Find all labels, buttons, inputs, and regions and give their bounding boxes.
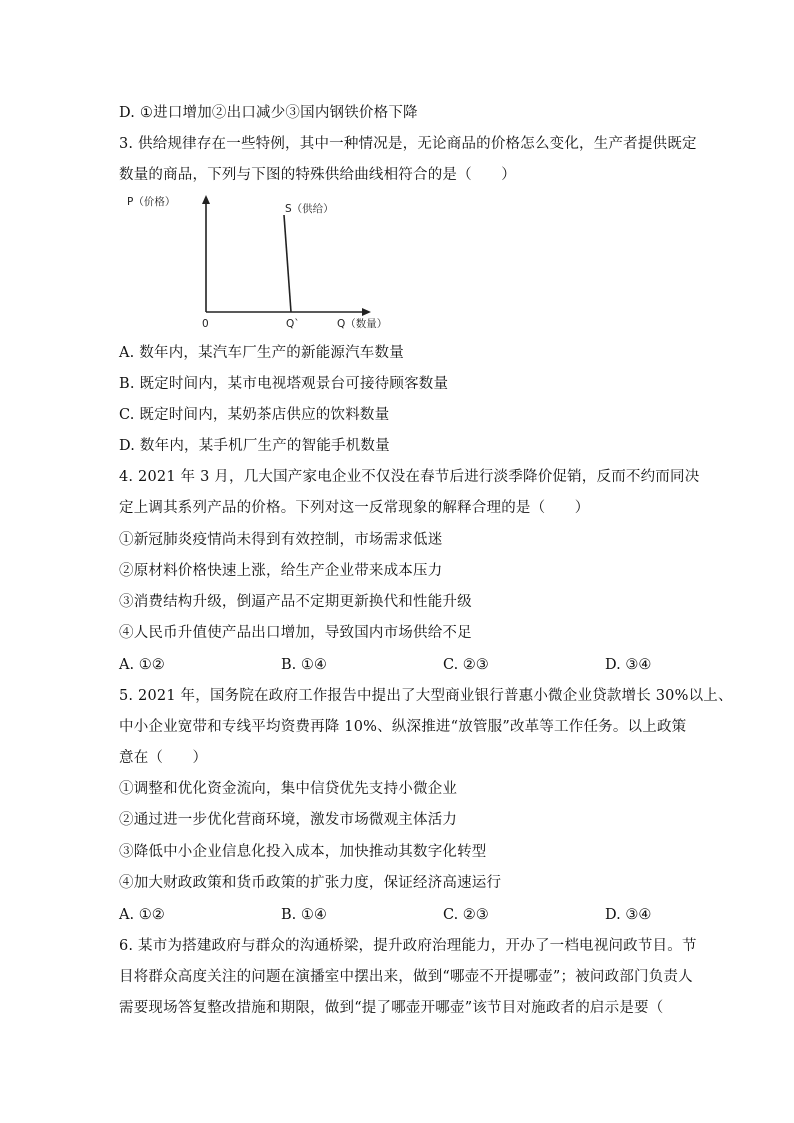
x-axis-label: Q（数量） xyxy=(337,318,388,330)
x-axis-arrow xyxy=(362,308,371,316)
q3-stem-line1: 3. 供给规律存在一些特例，其中一种情况是，无论商品的价格怎么变化，生产者提供既定 xyxy=(119,136,697,152)
q5-statement-3: ③降低中小企业信息化投入成本，加快推动其数字化转型 xyxy=(119,844,487,860)
q4-statement-3: ③消费结构升级，倒逼产品不定期更新换代和性能升级 xyxy=(119,594,472,610)
q5-stem-line1: 5. 2021 年，国务院在政府工作报告中提出了大型商业银行普惠小微企业贷款增长 30%以上、 xyxy=(119,688,733,704)
q5-stem-line3: 意在（ ） xyxy=(119,750,208,766)
q4-statement-1: ①新冠肺炎疫情尚未得到有效控制，市场需求低迷 xyxy=(119,532,443,548)
q4-stem-line2: 定上调其系列产品的价格。下列对这一反常现象的解释合理的是（ ） xyxy=(119,500,590,516)
q5-choice-b: B. ①④ xyxy=(281,907,327,923)
q5-statement-2: ②通过进一步优化营商环境，激发市场微观主体活力 xyxy=(119,812,458,828)
supply-line xyxy=(284,215,291,312)
q4-choice-c: C. ②③ xyxy=(443,657,489,673)
q5-choice-a: A. ①② xyxy=(119,907,165,923)
q3-option-d: D. 数年内，某手机厂生产的智能手机数量 xyxy=(119,438,390,454)
q4-choice-d: D. ③④ xyxy=(605,657,652,673)
y-axis-label: P（价格） xyxy=(127,196,176,208)
q5-statement-4: ④加大财政政策和货币政策的扩张力度，保证经济高速运行 xyxy=(119,875,502,891)
q6-stem-line3: 需要现场答复整改措施和期限，做到“提了哪壶开哪壶”该节目对施政者的启示是要（ xyxy=(119,1000,664,1016)
y-axis-arrow xyxy=(202,195,210,204)
q6-stem-line2: 目将群众高度关注的问题在演播室中摆出来，做到“哪壶不开提哪壶”；被问政部门负责人 xyxy=(119,969,693,985)
q6-stem-line1: 6. 某市为搭建政府与群众的沟通桥梁，提升政府治理能力，开办了一档电视问政节目。节 xyxy=(119,938,697,954)
q5-stem-line2: 中小企业宽带和专线平均资费再降 10%、纵深推进“放管服”改革等工作任务。以上政策 xyxy=(119,719,687,735)
q4-statement-4: ④人民币升值使产品出口增加，导致国内市场供给不足 xyxy=(119,625,472,641)
q-prime-label: Q` xyxy=(286,318,300,330)
q3-option-b: B. 既定时间内，某市电视塔观景台可接待顾客数量 xyxy=(119,376,449,392)
q3-option-a: A. 数年内，某汽车厂生产的新能源汽车数量 xyxy=(119,345,404,361)
origin-label: 0 xyxy=(202,318,209,330)
q5-statement-1: ①调整和优化资金流向，集中信贷优先支持小微企业 xyxy=(119,781,458,797)
q4-choice-a: A. ①② xyxy=(119,657,165,673)
q2-option-d: D. ①进口增加②出口减少③国内钢铁价格下降 xyxy=(119,105,418,121)
q5-choice-d: D. ③④ xyxy=(605,907,652,923)
q3-stem-line2: 数量的商品，下列与下图的特殊供给曲线相符合的是（ ） xyxy=(119,167,516,183)
q4-statement-2: ②原材料价格快速上涨，给生产企业带来成本压力 xyxy=(119,563,443,579)
series-label: S（供给） xyxy=(285,203,334,215)
q3-option-c: C. 既定时间内，某奶茶店供应的饮料数量 xyxy=(119,407,390,423)
q5-choice-c: C. ②③ xyxy=(443,907,489,923)
q4-stem-line1: 4. 2021 年 3 月，几大国产家电企业不仅没在春节后进行淡季降价促销，反而不约而同决 xyxy=(119,469,700,485)
q4-choice-b: B. ①④ xyxy=(281,657,327,673)
supply-curve-chart xyxy=(119,190,399,335)
